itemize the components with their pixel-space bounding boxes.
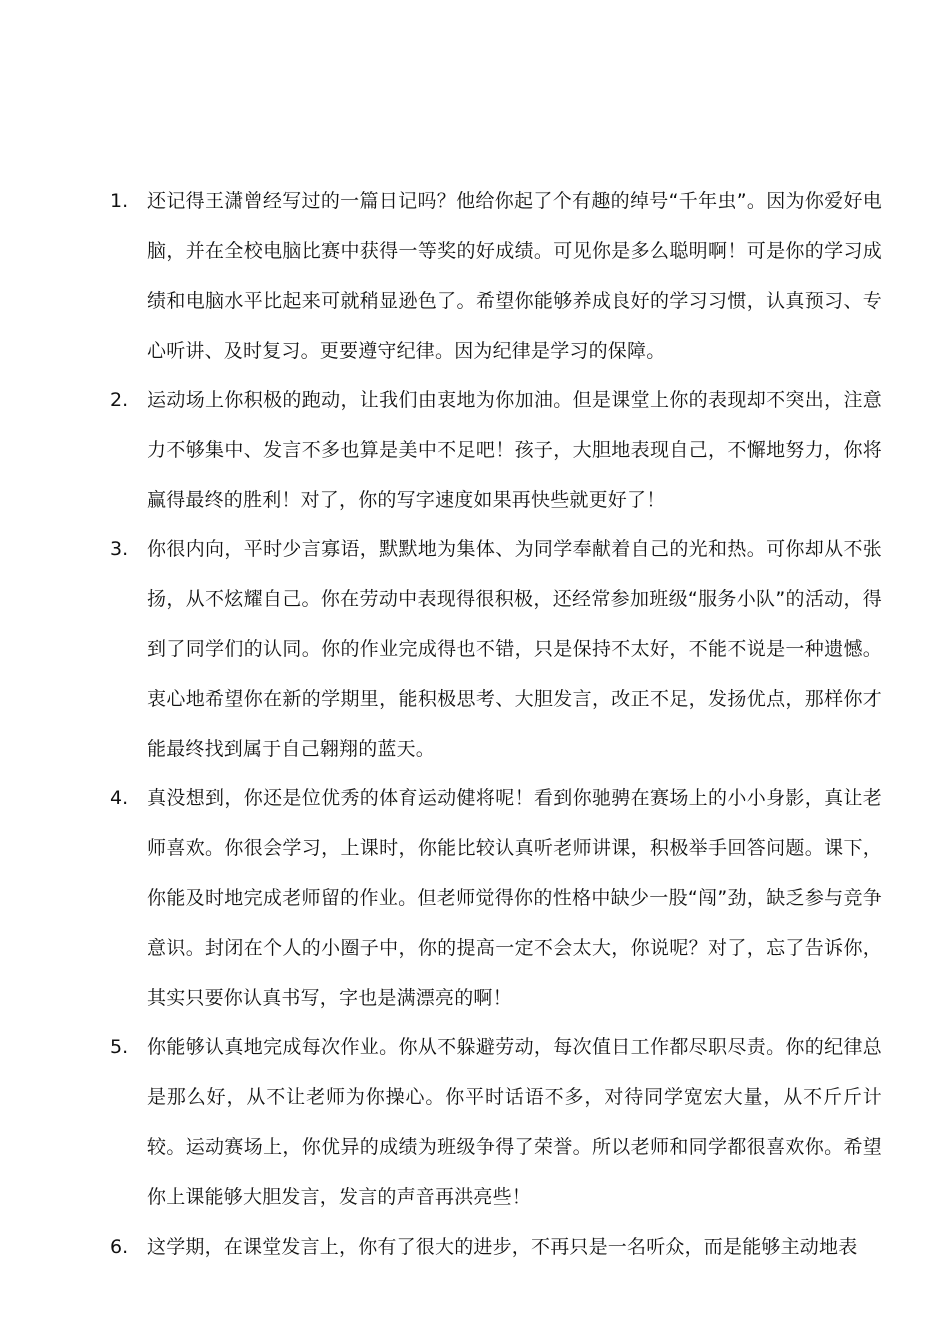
- list-item-text: 你能够认真地完成每次作业。你从不躲避劳动，每次值日工作都尽职尽责。你的纪律总是那么好，从不让老师为你操心。你平时话语不多，对待同学宽宏大量，从不斤斤计较。运动赛场上，你优异的成绩为班级争得了荣誉。所以老师和同学都很喜欢你。希望你上课能够大胆发言，发言的声音再洪亮些！: [147, 1036, 882, 1208]
- list-item-text: 运动场上你积极的跑动，让我们由衷地为你加油。但是课堂上你的表现却不突出，注意力不够集中、发言不多也算是美中不足吧！孩子，大胆地表现自己，不懈地努力，你将赢得最终的胜利！对了，你的写字速度如果再快些就更好了！: [147, 389, 882, 511]
- list-item-text: 真没想到，你还是位优秀的体育运动健将呢！看到你驰骋在赛场上的小小身影，真让老师喜欢。你很会学习，上课时，你能比较认真听老师讲课，积极举手回答问题。课下，你能及时地完成老师留的作业。但老师觉得你的性格中缺少一股“闯”劲，缺乏参与竞争意识。封闭在个人的小圈子中，你的提高一定不会太大，你说呢？对了，忘了告诉你，其实只要你认真书写，字也是满漂亮的啊！: [147, 787, 882, 1009]
- list-item-number: 2.: [110, 389, 129, 411]
- list-item-number: 4.: [110, 787, 129, 809]
- list-item-text: 还记得王潇曾经写过的一篇日记吗？他给你起了个有趣的绰号“千年虫”。因为你爱好电脑，并在全校电脑比赛中获得一等奖的好成绩。可见你是多么聪明啊！可是你的学习成绩和电脑水平比起来可就稍显逊色了。希望你能够养成良好的学习习惯，认真预习、专心听讲、及时复习。更要遵守纪律。因为纪律是学习的保障。: [147, 190, 882, 362]
- list-item-number: 1.: [110, 190, 129, 212]
- list-item-number: 3.: [110, 538, 129, 560]
- list-item-number: 5.: [110, 1036, 129, 1058]
- list-item-text: 你很内向，平时少言寡语，默默地为集体、为同学奉献着自己的光和热。可你却从不张扬，从不炫耀自己。你在劳动中表现得很积极，还经常参加班级“服务小队”的活动，得到了同学们的认同。你的作业完成得也不错，只是保持不太好，不能不说是一种遗憾。衷心地希望你在新的学期里，能积极思考、大胆发言，改正不足，发扬优点，那样你才能最终找到属于自己翱翔的蓝天。: [147, 538, 882, 760]
- list-item-number: 6.: [110, 1236, 129, 1258]
- list-item-text: 这学期，在课堂发言上，你有了很大的进步，不再只是一名听众，而是能够主动地表: [147, 1236, 858, 1258]
